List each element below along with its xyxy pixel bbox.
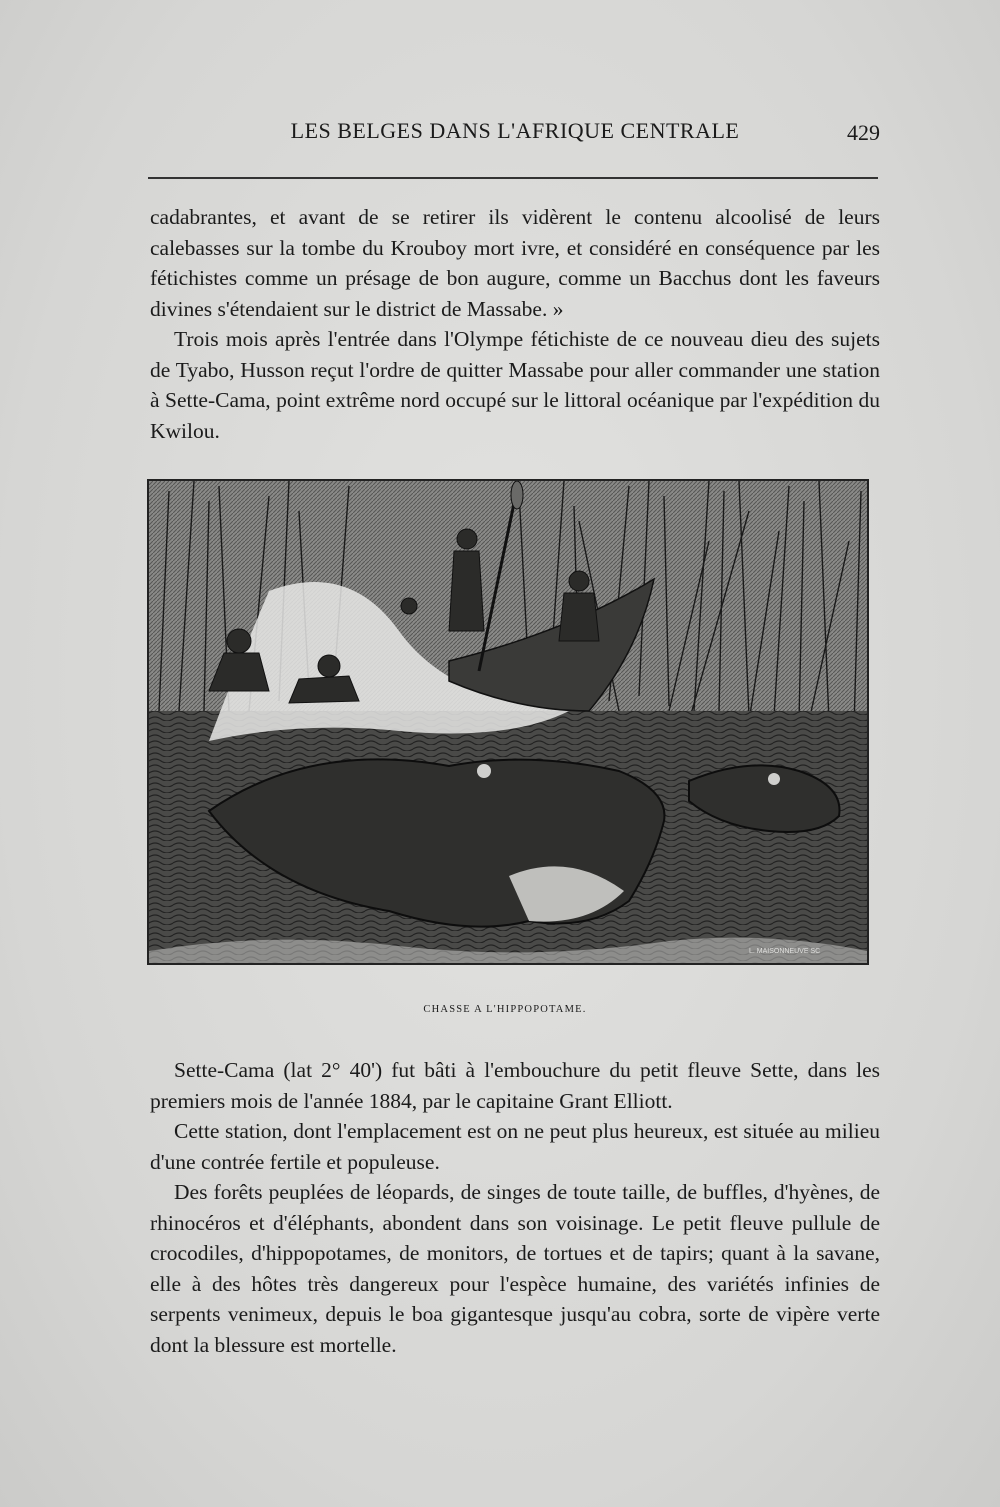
- figure-caption: CHASSE A L'HIPPOPOTAME.: [423, 1004, 587, 1015]
- page-number: 429: [847, 120, 880, 145]
- engraving-hippo-hunt: [149, 481, 867, 963]
- top-text-block: [150, 202, 880, 446]
- running-title: LES BELGES DANS L'AFRIQUE CENTRALE: [290, 118, 740, 143]
- paragraph: cadabrantes, et avant de se retirer ils vidèrent le contenu alcoolisé de leurs calebasses sur la tombe du Krouboy mort ivre, et considéré en conséquence par les fétichistes comme un présage de bon augure, comme un Bacchus dont les faveurs divines s'étendaient sur le district de Massabe. »: [150, 205, 880, 321]
- paragraph: Trois mois après l'entrée dans l'Olympe fétichiste de ce nouveau dieu des sujets de Tyabo, Husson reçut l'ordre de quitter Massabe pour aller commander une station à Sette-Cama, point extrême nord occupé sur le littoral océanique par l'expédition du Kwilou.: [150, 327, 880, 443]
- header-rule: [148, 177, 878, 179]
- paragraph: Sette-Cama (lat 2° 40') fut bâti à l'embouchure du petit fleuve Sette, dans les premiers mois de l'année 1884, par le capitaine Grant Elliott.: [150, 1058, 880, 1113]
- engraving-illustration: [147, 479, 869, 965]
- paragraph: Cette station, dont l'emplacement est on ne peut plus heureux, est située au milieu d'une contrée fertile et populeuse.: [150, 1119, 880, 1174]
- paragraph: Des forêts peuplées de léopards, de singes de toute taille, de buffles, d'hyènes, de rhinocéros et d'éléphants, abondent dans son voisinage. Le petit fleuve pullule de crocodiles, d'hippopotames, de monitors, de tortues et de tapirs; quant à la savane, elle à des hôtes très dangereux pour l'espèce humaine, des variétés infinies de serpents venimeux, depuis le boa gigantesque jusqu'au cobra, sorte de vipère verte dont la blessure est mortelle.: [150, 1180, 880, 1357]
- engraver-signature: L. MAISONNEUVE SC: [749, 948, 821, 955]
- bottom-text-block: [150, 1055, 880, 1360]
- running-head: [150, 118, 880, 152]
